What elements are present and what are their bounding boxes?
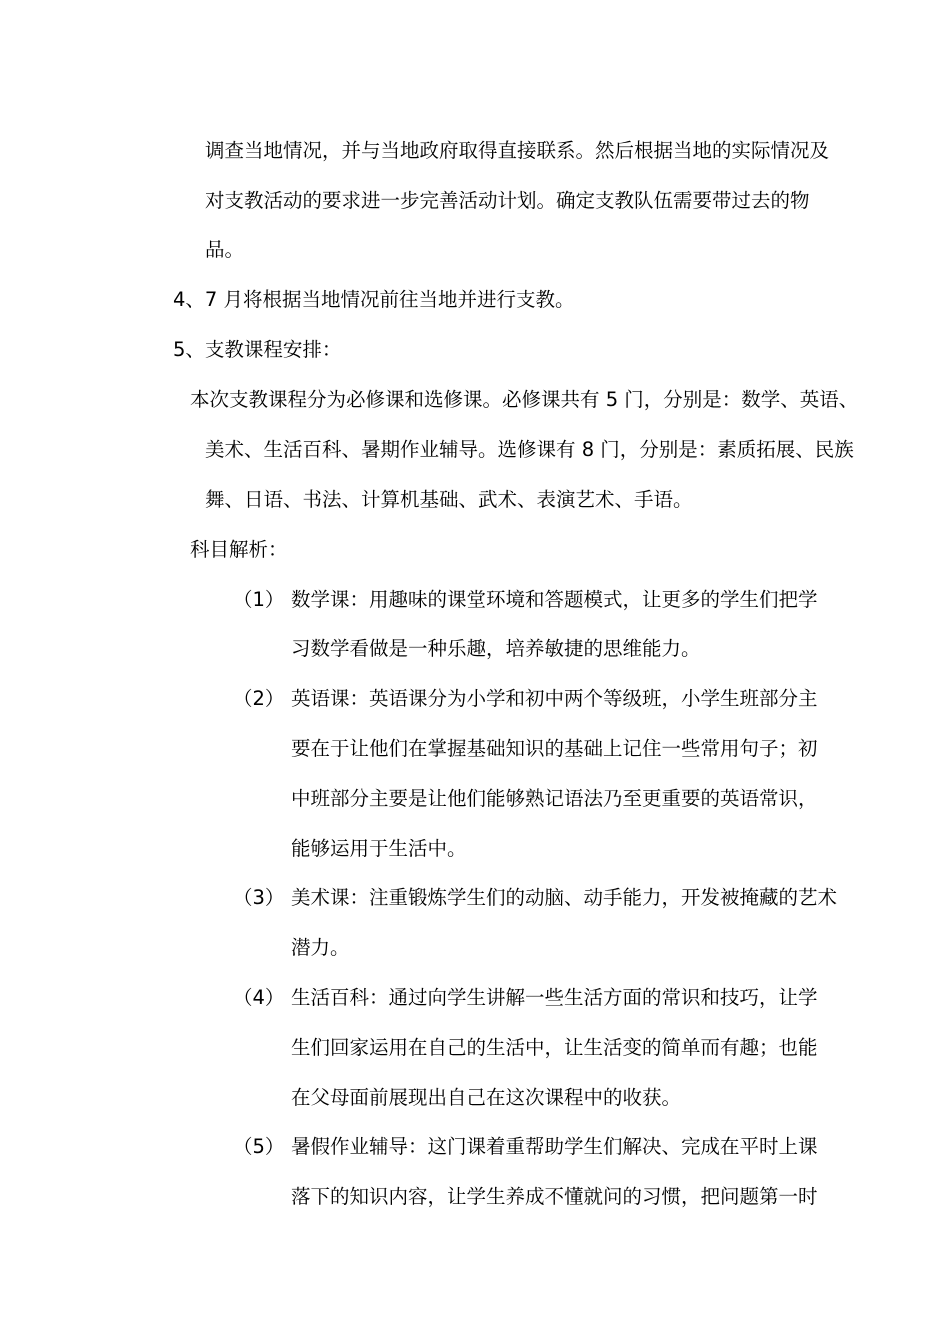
subject-number: （3）: [233, 886, 285, 909]
subject-line: 习数学看做是一种乐趣，培养敏捷的思维能力。: [291, 637, 701, 660]
subjects-heading: 科目解析：: [190, 538, 288, 561]
subject-number: （4）: [233, 986, 285, 1009]
courses-line-3: 舞、日语、书法、计算机基础、武术、表演艺术、手语。: [205, 488, 693, 511]
intro-line-3: 品。: [205, 238, 245, 261]
subject-line: 生活百科：通过向学生讲解一些生活方面的常识和技巧，让学: [291, 986, 818, 1009]
subject-line: 能够运用于生活中。: [291, 837, 467, 860]
subject-line: 英语课：英语课分为小学和初中两个等级班，小学生班部分主: [291, 687, 818, 710]
subject-line: 数学课：用趣味的课堂环境和答题模式，让更多的学生们把学: [291, 588, 818, 611]
subject-number: （5）: [233, 1135, 285, 1158]
subject-number: （2）: [233, 687, 285, 710]
courses-line-1: 本次支教课程分为必修课和选修课。必修课共有 5 门，分别是：数学、英语、: [190, 388, 859, 411]
list-item-4: 4、7 月将根据当地情况前往当地并进行支教。: [173, 288, 575, 311]
intro-line-1: 调查当地情况，并与当地政府取得直接联系。然后根据当地的实际情况及: [205, 139, 830, 162]
subject-line: 要在于让他们在掌握基础知识的基础上记住一些常用句子；初: [291, 737, 818, 760]
list-item-5: 5、支教课程安排：: [173, 338, 342, 361]
courses-line-2: 美术、生活百科、暑期作业辅导。选修课有 8 门，分别是：素质拓展、民族: [205, 438, 854, 461]
subject-line: 潜力。: [291, 936, 350, 959]
subject-line: 落下的知识内容，让学生养成不懂就问的习惯，把问题第一时: [291, 1185, 818, 1208]
intro-line-2: 对支教活动的要求进一步完善活动计划。确定支教队伍需要带过去的物: [205, 189, 810, 212]
subject-line: 美术课：注重锻炼学生们的动脑、动手能力，开发被掩藏的艺术: [291, 886, 838, 909]
subject-line: 中班部分主要是让他们能够熟记语法乃至更重要的英语常识，: [291, 787, 818, 810]
subject-line: 在父母面前展现出自己在这次课程中的收获。: [291, 1086, 682, 1109]
subject-line: 生们回家运用在自己的生活中，让生活变的简单而有趣；也能: [291, 1036, 818, 1059]
subject-number: （1）: [233, 588, 285, 611]
subject-line: 暑假作业辅导：这门课着重帮助学生们解决、完成在平时上课: [291, 1135, 818, 1158]
